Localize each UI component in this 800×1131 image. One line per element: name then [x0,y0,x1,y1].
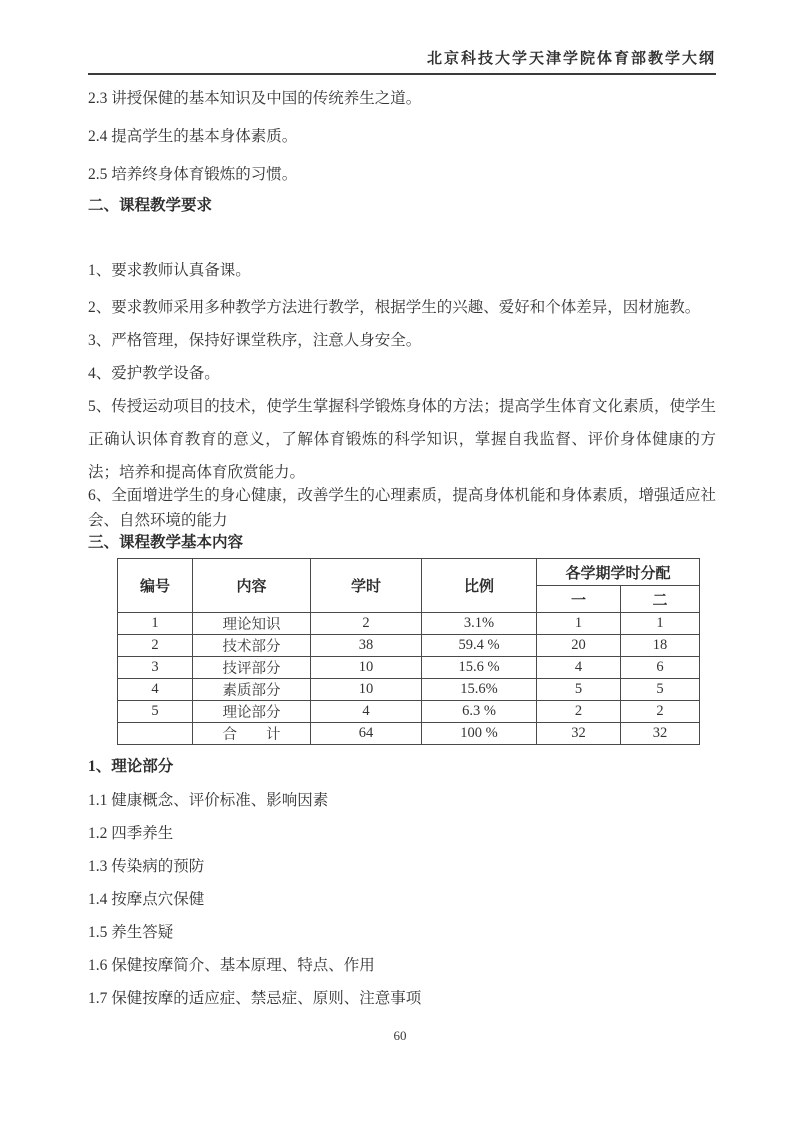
table-cell: 2 [621,701,700,723]
table-cell: 15.6 % [422,657,537,679]
requirement-item: 5、传授运动项目的技术，使学生掌握科学锻炼身体的方法；提高学生体育文化素质，使学生正确认识体育教育的意义，了解体育锻炼的科学知识，掌握自我监督、评价身体健康的方法；培养和提高体育欣赏能力。 [88,398,716,481]
table-cell: 18 [621,635,700,657]
table-cell: 1 [118,613,193,635]
requirement-item: 6、全面增进学生的身心健康，改善学生的心理素质，提高身体机能和身体素质，增强适应社会、自然环境的能力 [88,487,716,529]
theory-item: 1.4 按摩点穴保健 [88,891,205,908]
table-cell: 合 计 [193,723,311,745]
header-rule [88,73,716,75]
table-cell: 38 [311,635,422,657]
table-cell: 20 [537,635,621,657]
table-cell: 3.1% [422,613,537,635]
theory-item: 1.7 保健按摩的适应症、禁忌症、原则、注意事项 [88,990,422,1007]
table-cell: 5 [118,701,193,723]
theory-section-heading: 1、理论部分 [88,758,174,775]
table-cell: 59.4 % [422,635,537,657]
table-row [118,679,700,701]
col-header-content: 内容 [193,559,311,613]
table-cell: 1 [621,613,700,635]
requirement-item: 4、爱护教学设备。 [88,365,220,382]
table-cell: 技术部分 [193,635,311,657]
table-cell: 32 [621,723,700,745]
table-cell: 4 [311,701,422,723]
table-cell: 素质部分 [193,679,311,701]
table-row [118,613,700,635]
col-header-id: 编号 [118,559,193,613]
intro-section [88,82,716,191]
col-header-hours: 学时 [311,559,422,613]
table-cell: 1 [537,613,621,635]
requirement-item: 2、要求教师采用多种教学方法进行教学，根据学生的兴趣、爱好和个体差异，因材施教。 [88,299,701,316]
header-title: 北京科技大学天津学院体育部教学大纲 [426,51,716,67]
requirement-item: 1、要求教师认真备课。 [88,262,251,279]
table-cell: 2 [537,701,621,723]
theory-item: 1.6 保健按摩简介、基本原理、特点、作用 [88,957,375,974]
page-footer [0,1028,800,1044]
table-cell [118,723,193,745]
page-header [88,0,716,75]
table-row [118,701,700,723]
intro-paragraph: 2.3 讲授保健的基本知识及中国的传统养生之道。 [88,90,422,107]
intro-paragraph: 2.4 提高学生的基本身体素质。 [88,128,298,145]
table-cell: 64 [311,723,422,745]
table-cell: 2 [118,635,193,657]
table-cell: 2 [311,613,422,635]
table-cell: 5 [537,679,621,701]
requirements-section [88,254,716,533]
col-header-ratio: 比例 [422,559,537,613]
col-header-semester-group: 各学期学时分配 [537,559,700,586]
table-cell: 15.6% [422,679,537,701]
table-cell: 3 [118,657,193,679]
table-cell: 5 [621,679,700,701]
table-cell: 理论部分 [193,701,311,723]
table-cell: 32 [537,723,621,745]
table-cell: 4 [537,657,621,679]
table-cell: 100 % [422,723,537,745]
table-cell: 理论知识 [193,613,311,635]
section3-heading: 三、课程教学基本内容 [88,534,244,551]
col-header-semester2: 二 [621,586,700,613]
page-number: 60 [393,1028,407,1043]
table-cell: 6 [621,657,700,679]
intro-paragraph: 2.5 培养终身体育锻炼的习惯。 [88,166,298,183]
requirement-item: 3、严格管理，保持好课堂秩序，注意人身安全。 [88,332,422,349]
table-header-row [118,559,700,586]
theory-item: 1.2 四季养生 [88,825,174,842]
table-cell: 10 [311,679,422,701]
theory-item: 1.5 养生答疑 [88,924,174,941]
course-hours-table [117,558,700,745]
table-cell: 10 [311,657,422,679]
table-cell: 技评部分 [193,657,311,679]
table-row [118,635,700,657]
theory-item: 1.3 传染病的预防 [88,858,205,875]
table-cell: 4 [118,679,193,701]
table-row [118,657,700,679]
table-cell: 6.3 % [422,701,537,723]
theory-items-section [88,784,716,1015]
theory-item: 1.1 健康概念、评价标准、影响因素 [88,792,329,809]
section2-heading: 二、课程教学要求 [88,197,213,214]
col-header-semester1: 一 [537,586,621,613]
table-total-row [118,723,700,745]
